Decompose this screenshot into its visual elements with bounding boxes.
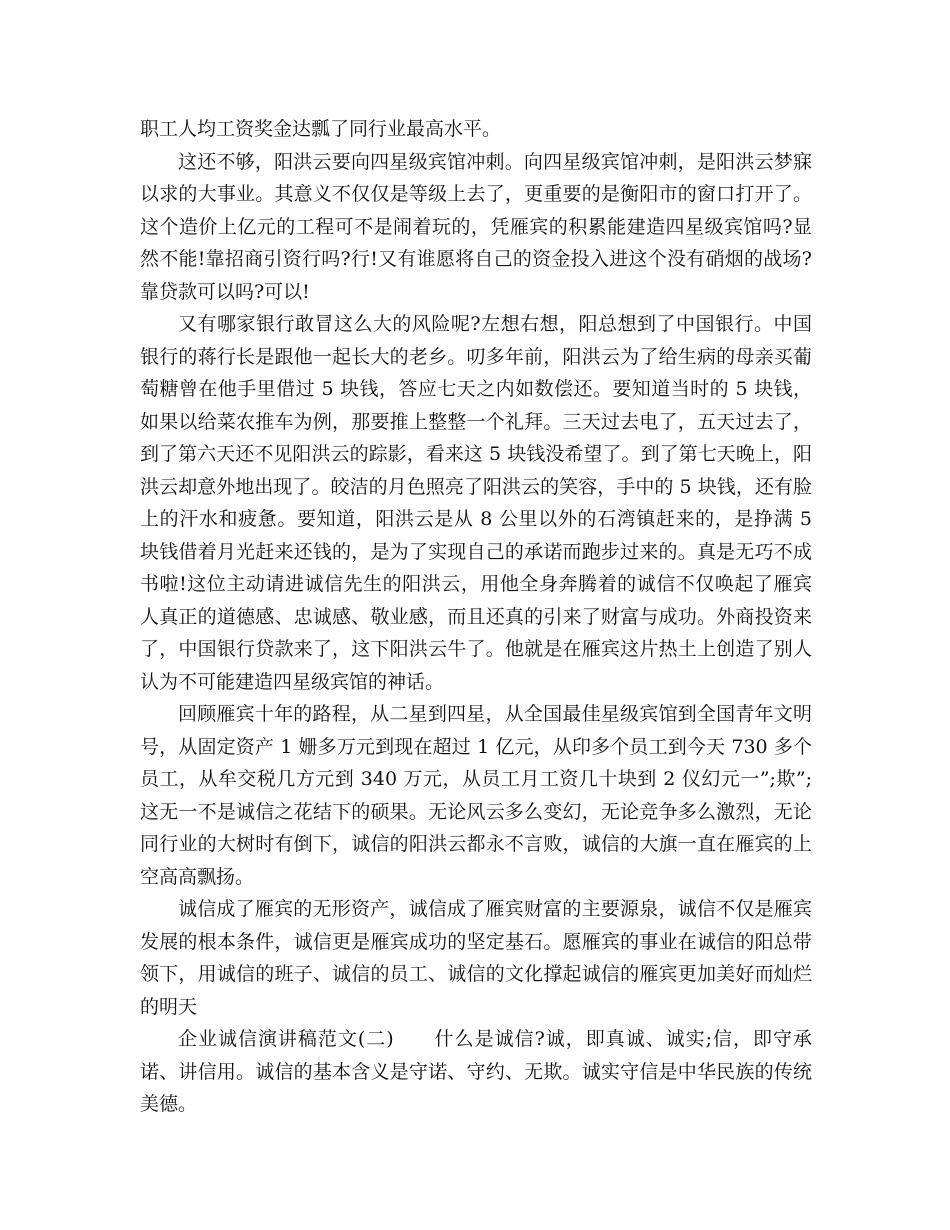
- paragraph: 诚信成了雁宾的无形资产，诚信成了雁宾财富的主要源泉，诚信不仅是雁宾发展的根本条件，诚信更是雁宾成功的坚定基石。愿雁宾的事业在诚信的阳总带领下，用诚信的班子、诚信的员工、诚信的文化撑起诚信的雁宾更加美好而灿烂的明天: [140, 898, 812, 1018]
- paragraph: 回顾雁宾十年的路程，从二星到四星，从全国最佳星级宾馆到全国青年文明号，从固定资产 1 姗多万元到现在超过 1 亿元，从印多个员工到今天 730 多个员工，从牟交税几方元到 340 万元，从员工月工资几十块到 2 仪幻元一”;欺”;这无一不是诚信之花结下的硕果。无论风云多么变幻，无论竞争多么激烈，无论同行业的大树时有倒下，诚信的阳洪云都永不言败，诚信的大旗一直在雁宾的上空高高飘扬。: [140, 703, 812, 888]
- paragraph: 企业诚信演讲稿范文(二) 什么是诚信?诚，即真诚、诚实;信，即守承诺、讲信用。诚信的基本含义是守诺、守约、无欺。诚实守信是中华民族的传统美德。: [140, 1028, 812, 1115]
- paragraph: 又有哪家银行敢冒这么大的风险呢?左想右想，阳总想到了中国银行。中国银行的蒋行长是跟他一起长大的老乡。叨多年前，阳洪云为了给生病的母亲买葡萄糖曾在他手里借过 5 块钱，答应七天之内如数偿还。要知道当时的 5 块钱，如果以给菜农推车为例，那要推上整整一个礼拜。三天过去电了，五天过去了，到了第六天还不见阳洪云的踪影，看来这 5 块钱没希望了。到了第七天晚上，阳洪云却意外地出现了。皎洁的月色照亮了阳洪云的笑容，手中的 5 块钱，还有脸上的汗水和疲惫。要知道，阳洪云是从 8 公里以外的石湾镇赶来的，是挣满 5 块钱借着月光赶来还钱的，是为了实现自己的承诺而跑步过来的。真是无巧不成书啦!这位主动请进诚信先生的阳洪云，用他全身奔腾着的诚信不仅唤起了雁宾人真正的道德感、忠诚感、敬业感，而且还真的引来了财富与成功。外商投资来了，中国银行贷款来了，这下阳洪云牛了。他就是在雁宾这片热土上创造了别人认为不可能建造四星级宾馆的神话。: [140, 313, 812, 693]
- paragraph: 这还不够，阳洪云要向四星级宾馆冲刺。向四星级宾馆冲刺，是阳洪云梦寐以求的大事业。其意义不仅仅是等级上去了，更重要的是衡阳市的窗口打开了。这个造价上亿元的工程可不是闹着玩的，凭雁宾的积累能建造四星级宾馆吗?显然不能!靠招商引资行吗?行!又有谁愿将自己的资金投入进这个没有硝烟的战场?靠贷款可以吗?可以!: [140, 150, 812, 303]
- paragraph-continuation: 职工人均工资奖金达瓢了同行业最高水平。: [140, 118, 502, 140]
- document-body: [140, 113, 812, 1121]
